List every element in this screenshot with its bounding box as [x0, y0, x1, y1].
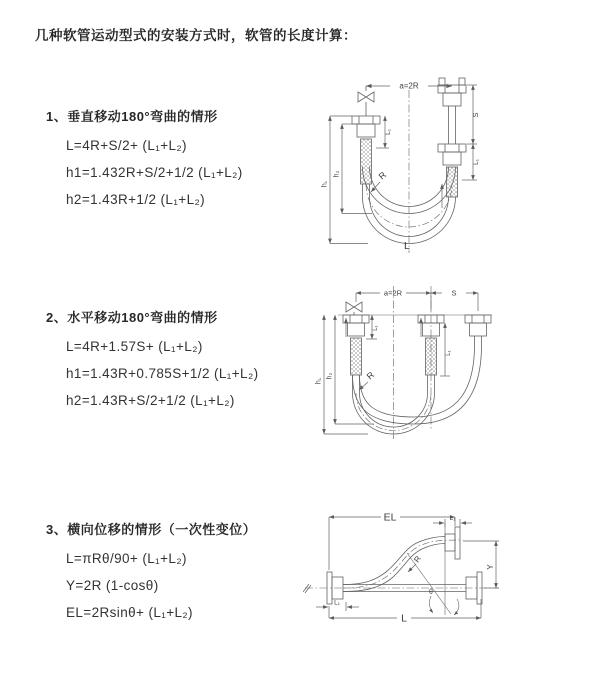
angle-construction: [407, 523, 459, 615]
dim-label-s: S: [471, 112, 480, 118]
formula-line: L=4R+1.57S+ (L₁+L₂): [66, 339, 203, 354]
radius-label: R: [364, 369, 377, 382]
dim-label-l1-left: L₁: [373, 325, 379, 331]
section2-heading: 2、水平移动180°弯曲的情形: [46, 310, 218, 325]
length-label: L: [404, 240, 410, 252]
dim-label-h1: h₁: [315, 377, 323, 385]
page-title: 几种软管运动型式的安装方式时，软管的长度计算：: [35, 28, 357, 43]
dim-label-l1-top: L₁: [449, 515, 456, 522]
radius-arrow-icon: [408, 564, 416, 572]
section3-formulas: [66, 545, 256, 626]
dim-label-l1-left: L₁: [334, 599, 340, 607]
formula-line: h2=1.43R+S/2+1/2 (L₁+L₂): [66, 393, 235, 408]
dim-label-h2: h₂: [326, 372, 334, 380]
formula-line: L=πRθ/90+ (L₁+L₂): [66, 551, 187, 566]
dim-label-l1-left: L₁: [385, 129, 392, 135]
dim-label-y: Y: [486, 564, 495, 570]
dim-label-s: S: [451, 288, 457, 298]
radius-arrow-icon: [371, 182, 380, 192]
right-flange-fitting: [438, 78, 466, 197]
dim-el: [329, 517, 455, 570]
dim-label-span: a=2R: [383, 288, 403, 298]
dim-label-l1-right: L₁: [473, 159, 480, 165]
formula-line: L=4R+S/2+ (L₁+L₂): [66, 138, 187, 153]
dim-label-span: a=2R: [399, 81, 419, 91]
section1-heading: 1、垂直移动180°弯曲的情形: [46, 109, 218, 124]
formula-line: h2=1.43R+1/2 (L₁+L₂): [66, 192, 206, 207]
diagram-horizontal-180-bend: [308, 281, 578, 446]
valve-icon: [346, 302, 362, 315]
section-3: [46, 519, 256, 626]
length-label: L: [401, 612, 407, 625]
section1-formulas: [66, 132, 243, 213]
diagram-lateral-displacement: [303, 503, 598, 648]
valve-icon: [358, 92, 374, 116]
section3-heading: 3、横向位移的情形（一次性变位）: [46, 522, 257, 537]
pipe-break-icon: [303, 584, 311, 593]
dim-label-l1-mid: L₁: [446, 350, 452, 356]
dim-span: [356, 293, 478, 311]
dim-label-el: EL: [383, 511, 397, 524]
dim-label-h2: h₂: [333, 170, 341, 178]
radius-label: R: [412, 554, 423, 565]
formula-line: h1=1.432R+S/2+1/2 (L₁+L₂): [66, 165, 243, 180]
section2-formulas: [66, 333, 258, 414]
section-1: [46, 106, 243, 213]
section-2: [46, 307, 258, 414]
formula-line: Y=2R (1-cosθ): [66, 578, 159, 593]
diagram-vertical-180-bend: [310, 70, 580, 260]
upper-flange-fitting: [445, 527, 460, 559]
radius-label: R: [376, 169, 389, 182]
angle-label: θ: [429, 589, 433, 596]
right-flange-fitting: [465, 315, 491, 345]
dim-l1-mid: [440, 323, 450, 376]
dim-label-h1: h₁: [321, 180, 329, 188]
formula-line: h1=1.43R+0.785S+1/2 (L₁+L₂): [66, 366, 259, 381]
left-flange-fitting: [343, 315, 369, 375]
hose-loop-b: [353, 345, 482, 424]
formula-line: EL=2Rsinθ+ (L₁+L₂): [66, 605, 193, 620]
